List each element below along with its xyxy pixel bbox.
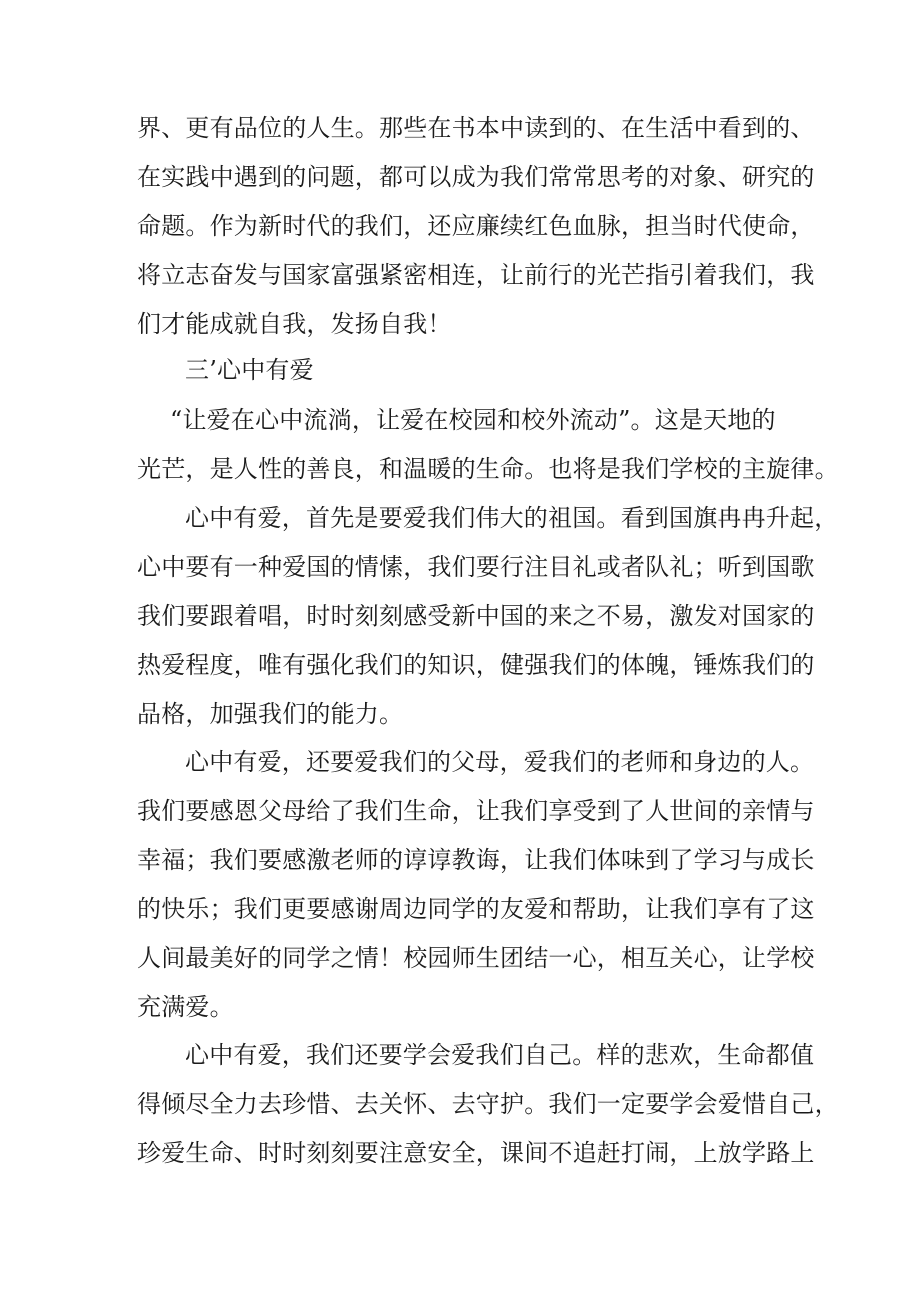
text-line: 将立志奋发与国家富强紧密相连，让前行的光芒指引着我们，我 [137, 261, 815, 289]
text-line: 的快乐；我们更要感谢周边同学的友爱和帮助，让我们享有了这 [137, 895, 815, 923]
section-heading: 三’心中有爱 [185, 356, 314, 384]
text-line: 心中有爱，首先是要爱我们伟大的祖国。看到国旗冉冉升起， [185, 504, 839, 532]
text-line: 热爱程度，唯有强化我们的知识，健强我们的体魄，锤炼我们的 [137, 651, 815, 679]
text-line: 充满爱。 [137, 993, 234, 1021]
text-line: 命题。作为新时代的我们，还应廉续红色血脉，担当时代使命， [137, 212, 815, 240]
text-line: 心中要有一种爱国的情愫，我们要行注目礼或者队礼；听到国歌 [137, 553, 815, 581]
text-line: 心中有爱，还要爱我们的父母，爱我们的老师和身边的人。 [185, 748, 815, 776]
text-line: 光芒，是人性的善良，和温暖的生命。也将是我们学校的主旋律。 [137, 455, 839, 483]
text-line: 珍爱生命、时时刻刻要注意安全，课间不追赶打闹，上放学路上 [137, 1139, 815, 1167]
text-line: 幸福；我们要感激老师的谆谆教诲，让我们体味到了学习与成长 [137, 846, 815, 874]
text-line: 我们要跟着唱，时时刻刻感受新中国的来之不易，激发对国家的 [137, 602, 815, 630]
text-line: 心中有爱，我们还要学会爱我们自己。样的悲欢，生命都值 [185, 1041, 815, 1069]
text-line: 我们要感恩父母给了我们生命，让我们享受到了人世间的亲情与 [137, 797, 815, 825]
text-line: 得倾尽全力去珍惜、去关怀、去守护。我们一定要学会爱惜自己， [137, 1090, 839, 1118]
text-line: 界、更有品位的人生。那些在书本中读到的、在生活中看到的、 [137, 114, 815, 142]
text-line: “让爱在心中流淌，让爱在校园和校外流动”。这是天地的 [170, 406, 776, 434]
text-line: 在实践中遇到的问题，都可以成为我们常常思考的对象、研究的 [137, 163, 815, 191]
text-line: 们才能成就自我，发扬自我！ [137, 310, 452, 338]
text-line: 品格，加强我们的能力。 [137, 700, 404, 728]
text-line: 人间最美好的同学之情！校园师生团结一心，相互关心，让学校 [137, 944, 815, 972]
